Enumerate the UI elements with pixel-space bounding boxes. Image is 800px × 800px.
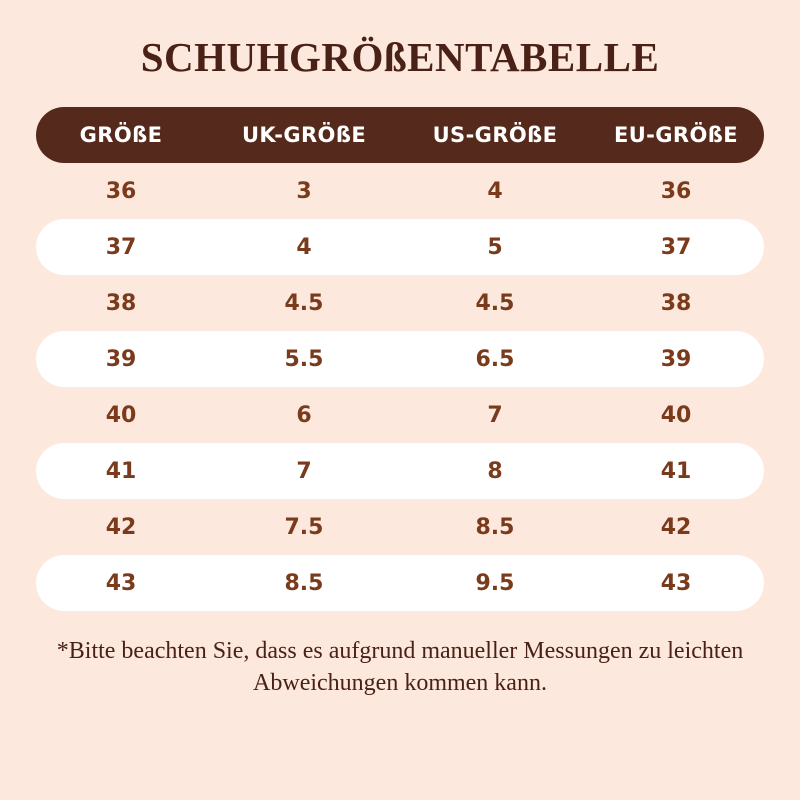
cell-size: 40 bbox=[105, 402, 137, 428]
table-row bbox=[36, 219, 764, 275]
column-header-eu-size: EU-GRÖßE bbox=[613, 123, 739, 147]
cell-us-size: 8 bbox=[487, 458, 503, 484]
cell-size: 39 bbox=[105, 346, 137, 372]
table-row bbox=[36, 163, 764, 219]
table-row bbox=[36, 275, 764, 331]
cell-size: 41 bbox=[105, 458, 137, 484]
cell-eu-size: 36 bbox=[660, 178, 692, 204]
cell-uk-size: 7.5 bbox=[284, 514, 324, 540]
cell-uk-size: 5.5 bbox=[284, 346, 324, 372]
cell-us-size: 4.5 bbox=[475, 290, 515, 316]
cell-eu-size: 37 bbox=[660, 234, 692, 260]
cell-eu-size: 39 bbox=[660, 346, 692, 372]
table-row bbox=[36, 555, 764, 611]
cell-eu-size: 38 bbox=[660, 290, 692, 316]
cell-size: 36 bbox=[105, 178, 137, 204]
cell-eu-size: 43 bbox=[660, 570, 692, 596]
table-row bbox=[36, 499, 764, 555]
cell-uk-size: 6 bbox=[296, 402, 312, 428]
cell-size: 37 bbox=[105, 234, 137, 260]
cell-size: 42 bbox=[105, 514, 137, 540]
cell-size: 43 bbox=[105, 570, 137, 596]
cell-us-size: 6.5 bbox=[475, 346, 515, 372]
cell-uk-size: 3 bbox=[296, 178, 312, 204]
cell-eu-size: 40 bbox=[660, 402, 692, 428]
table-header-row bbox=[36, 107, 764, 163]
table-row bbox=[36, 443, 764, 499]
column-header-us-size: US-GRÖßE bbox=[432, 123, 558, 147]
cell-us-size: 8.5 bbox=[475, 514, 515, 540]
cell-uk-size: 4 bbox=[296, 234, 312, 260]
footnote: *Bitte beachten Sie, dass es aufgrund manueller Messungen zu leichten Abweichungen kommen kann. bbox=[56, 638, 744, 697]
table-row bbox=[36, 331, 764, 387]
cell-size: 38 bbox=[105, 290, 137, 316]
cell-eu-size: 41 bbox=[660, 458, 692, 484]
column-header-size: GRÖßE bbox=[79, 123, 163, 147]
cell-us-size: 5 bbox=[487, 234, 503, 260]
cell-uk-size: 8.5 bbox=[284, 570, 324, 596]
table-row bbox=[36, 387, 764, 443]
page-title: SCHUHGRÖßENTABELLE bbox=[140, 34, 660, 80]
cell-us-size: 9.5 bbox=[475, 570, 515, 596]
cell-eu-size: 42 bbox=[660, 514, 692, 540]
cell-us-size: 7 bbox=[487, 402, 503, 428]
cell-us-size: 4 bbox=[487, 178, 503, 204]
size-table bbox=[36, 107, 764, 611]
cell-uk-size: 7 bbox=[296, 458, 312, 484]
cell-uk-size: 4.5 bbox=[284, 290, 324, 316]
column-header-uk-size: UK-GRÖßE bbox=[241, 123, 367, 147]
